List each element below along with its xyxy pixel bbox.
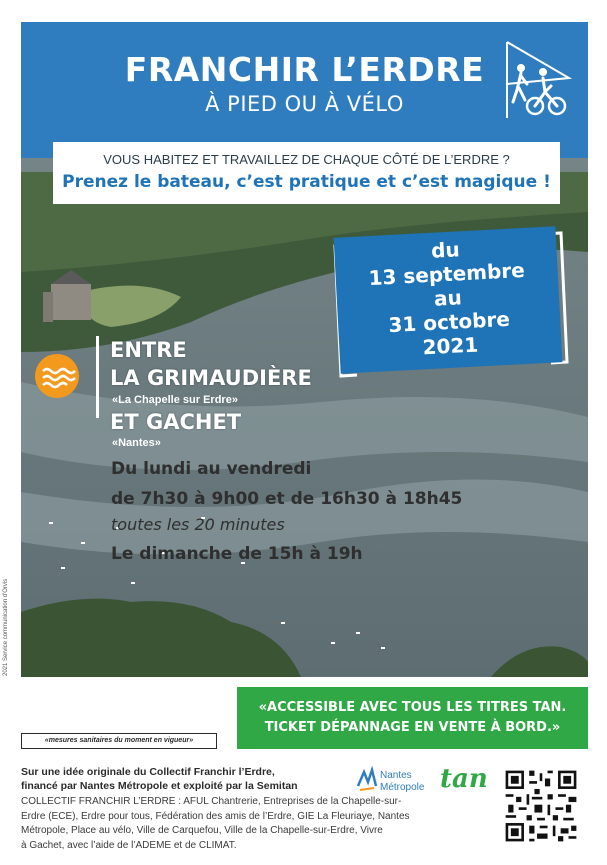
qr-code[interactable] [503,768,579,844]
footer-credit-line1: Sur une idée originale du Collectif Franchir l’Erdre, [21,766,275,778]
tickets-banner-line1: «ACCESSIBLE AVEC TOUS LES TITRES TAN. [258,700,567,715]
footer-collective-line2: Erdre (ECE), Erdre pour tous, Fédération des amis de l’Erdre, GIE La Fleuriaye, Nantes [21,810,410,822]
date-year: 2021 [421,332,479,360]
date-start: 13 septembre [367,257,526,291]
schedule-weekdays: Du lundi au vendredi [111,459,312,479]
header-band [21,22,588,158]
footer-collective-line3: Métropole, Place au vélo, Ville de Carquefou, Ville de la Chapelle-sur-Erdre, Vivre [21,825,383,836]
tickets-banner-line2: TICKET DÉPANNAGE EN VENTE À BORD.» [264,720,561,735]
route-place1-sub: «La Chapelle sur Erdre» [112,394,238,406]
intro-box [53,142,560,204]
poster-subtitle: À PIED OU À VÉLO [205,92,404,116]
poster [21,22,588,677]
footer-collective-line1: COLLECTIF FRANCHIR L’ERDRE : AFUL Chantrerie, Entreprises de la Chapelle-sur- [21,796,402,807]
route-place1: LA GRIMAUDIÈRE [110,366,312,390]
footer-collective-line4: à Gachet, avec l’aide de l’ADEME et de CLIMAT. [21,839,237,851]
intro-tagline: Prenez le bateau, c’est pratique et c’est magique ! [62,172,551,192]
route-place2: ET GACHET [110,410,242,434]
route-entre: ENTRE [110,338,187,362]
date-to-label: au [433,285,463,311]
tickets-banner [237,687,588,749]
schedule-frequency: toutes les 20 minutes [111,515,285,534]
date-box [334,226,563,373]
nantes-logo-line2: Métropole [380,782,425,793]
date-end: 31 octobre [387,306,511,338]
poster-title: FRANCHIR L’ERDRE [124,50,485,89]
photo-credit: 2021 Service communication d'Orvis [3,578,9,676]
route-place2-sub: «Nantes» [112,437,161,449]
tan-logo [436,764,496,794]
footer-credit-line2: financé par Nantes Métropole et exploité par la Semitan [21,780,298,792]
footer-credit [21,765,351,793]
sanitary-notice: «mesures sanitaires du moment en vigueur» [21,733,217,749]
schedule-sunday: Le dimanche de 15h à 19h [111,544,363,564]
footer-collective [21,795,501,853]
intro-question: VOUS HABITEZ ET TRAVAILLEZ DE CHAQUE CÔTÉ DE L’ERDRE ? [103,152,510,167]
route-divider [96,336,99,418]
nantes-logo-line1: Nantes [380,770,412,781]
flag-pedestrian-cyclist-icon [499,40,574,120]
tan-logo-text: tan [440,764,488,794]
nantes-metropole-logo [356,766,434,794]
water-waves-icon [34,353,80,399]
date-from-label: du [430,237,461,263]
schedule-hours: de 7h30 à 9h00 et de 16h30 à 18h45 [111,489,463,509]
